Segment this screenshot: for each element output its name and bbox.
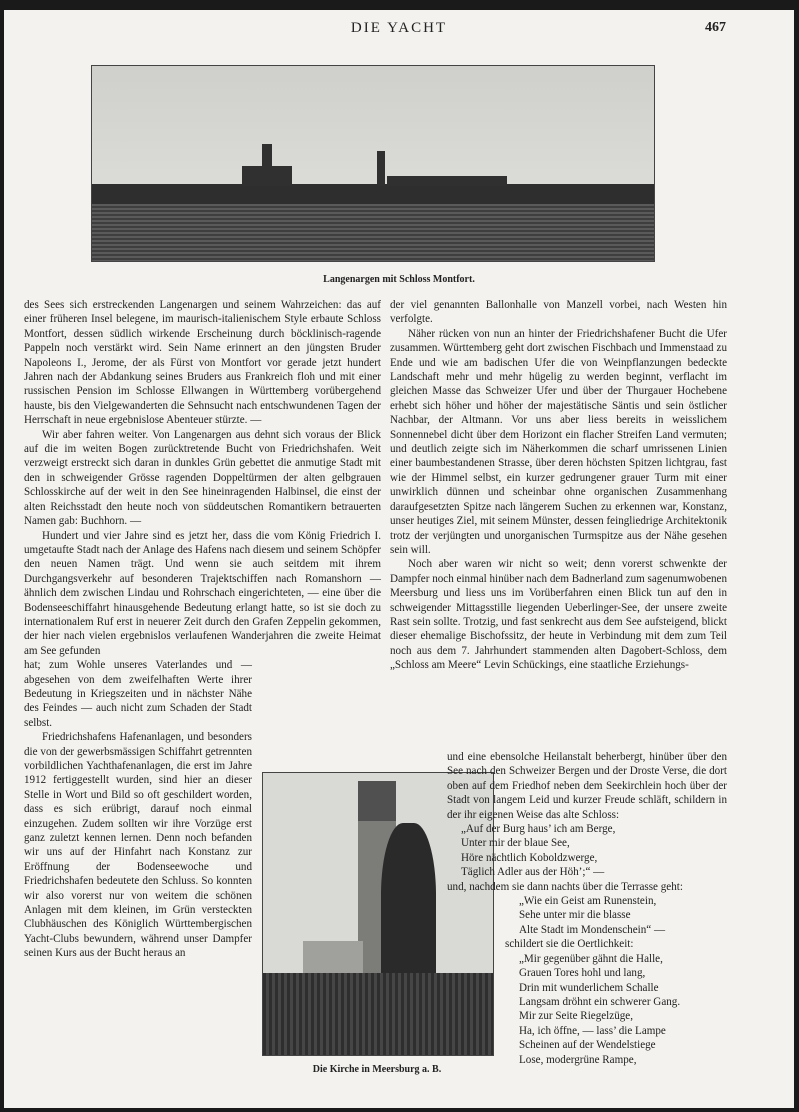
paragraph: hat; zum Wohle unseres Vaterlandes und — abgesehen von dem zweifelhaften Werte ihrer Bedeutung in Kriegszeiten und in nächster Nähe des Feindes — auch nicht zum Schaden der Stadt selbst. [24,659,252,729]
right-lower-block [447,750,727,1067]
verse-line: Lose, modergrüne Rampe, [519,1053,637,1066]
paragraph: Wir aber fahren weiter. Von Langenargen aus dehnt sich voraus der Blick auf die im weiten Bogen zurücktretende Bucht von Friedrichshafen. Weit verzweigt erstreckt sich daran in dunkles Grün gebettet die anmutige Stadt mit den in schweigender Grösse ragenden Doppeltürmen der alten gelbgrauen Schlosskirche auf der weit in den See hineinragenden Halbinsel, die einst der alten Reichsstadt den heute noch von süddeutschen Romantikern betrauerten Namen gab: Buchhorn. — [24,428,381,528]
verse-line: Unter mir der blaue See, [461,837,570,850]
running-header: DIE YACHT [350,20,448,36]
verse-1 [447,822,727,880]
page-number: 467 [705,20,726,35]
paragraph: Friedrichshafens Hafenanlagen, und besonders die von der gewerbsmässigen Schiffahrt getrennten vorbildlichen Yachthafenanlagen, die erst im Jahre 1912 fertiggestellt wurden, sind hier an dieser Stelle in Wort und Bild so oft geschildert worden, dass es sich erübrigt, darauf noch einmal einzugehen. Zudem sollten wir ihre Vorzüge erst ganz zuletzt kennen lernen. Denn noch befanden wir uns auf der Hinfahrt nach Konstanz zur Eröffnung der Bodenseewoche und Friedrichshafen bedeutete den Schluss. So konnten wir also vorerst nur von weitem die schönen Anlagen mit dem kleinen, im Grün versteckten Clubhäuschen des Königlich Württembergischen Yacht-Clubs bewundern, während unser Dampfer seinen Kurs aus der Bucht heraus an [24,731,252,960]
verse-line: Sehe unter mir die blasse [519,909,631,922]
verse-line: „Auf der Burg haus’ ich am Berge, [461,823,616,836]
verse-line: Ha, ich öffne, — lass’ die Lampe [519,1024,666,1037]
verse-line: Höre nächtlich Koboldzwerge, [461,851,598,864]
verse-2 [447,894,727,937]
verse-line: „Wie ein Geist am Runenstein, [519,895,657,908]
paragraph: Näher rücken von nun an hinter der Friedrichshafener Bucht die Ufer zusammen. Württemberg geht dort zwischen Fischbach und Immenstaad zu Ende und wie am badischen Ufer die von Weinpflanzungen bedeckte Landschaft mehr und mehr hügelig zu werden beginnt, verflacht im gleichen Masse das Schweizer Ufer und über der Thurgauer Hochebene erhebt sich höher und höher der majestätische Säntis und sein östlicher Nachbar, der Altmann. Vor uns aber liess bereits in weisslichem Sonnennebel dicht über dem Horizont ein flacher Streifen Land vermuten; und deutlich zeigte sich im Näherkommen die scharf umrissenen Linien einer baumbestandenen Strasse, über deren höchsten Spitzen lichtgrau, fast wie der Himmel selbst, ein kurzer gedrungener grauer Turm mit einer unwirklich dünnen und scheinbar ohne organischen Zusammenhang daraufgesetzten Spitze nach längerem Suchen zu erkennen war, Konstanz, unser heutiges Ziel, mit seinem Münster, dessen feingliedrige Architektonik trotz der verjüngten und unorganischen Turmspitze aus der Nähe gesehen sein will. [390,327,727,556]
paragraph: und, nachdem sie dann nachts über die Terrasse geht: [447,880,683,893]
verse-line: Grauen Tores hohl und lang, [519,967,646,980]
verse-3 [447,952,727,1067]
verse-line: Scheinen auf der Wendelstiege [519,1039,656,1052]
verse-line: Drin mit wunderlichem Schalle [519,981,659,994]
page [4,10,794,1108]
paragraph: und eine ebensolche Heilanstalt beherbergt, hinüber über den See nach den Schweizer Bergen und der Droste Verse, die dort oben auf dem Friedhof neben dem Seekirchlein hoch über der Stadt von langem Leid und kurzer Freude schläft, schildern in der ihr eigenen Weise das alte Schloss: [447,751,727,821]
paragraph: der viel genannten Ballonhalle von Manzell vorbei, nach Westen hin verfolgte. [390,299,727,326]
paragraph: Hundert und vier Jahre sind es jetzt her, dass die vom König Friedrich I. umgetaufte Stadt nach der Anlage des Hafens nach diesem und seinem Schöpfer den neuen Namen trägt. Und wenn sie auch seitdem mit ihrem Durchgangsverkehr auf besonderen Trajektschiffen nach Romanshorn — ähnlich dem zwischen Lindau und Rohrschach eingerichteten, — eine über die Bodenseeschiffahrt hinausgehende Bedeutung erlangt hatte, so ist sie doch zu internationalem Ruf erst in neuerer Zeit durch den Grafen Zeppelin gekommen, der hier nach vielen ergebnislos verlaufenen Wanderjahren die zweite Heimat am See gefunden [24,529,381,657]
left-narrow-block [24,658,252,961]
photo-caption-top: Langenargen mit Schloss Montfort. [323,274,475,285]
right-column [390,298,727,673]
paragraph: Noch aber waren wir nicht so weit; denn vorerst schwenkte der Dampfer noch einmal hinüber nach dem Badnerland zum sagenumwobenen Meersburg und liess uns im Vorüberfahren einen Blick tun auf den in schweigender Mittagsstille liegenden Ueberlinger-See, der unsere zweite Rast sein sollte. Trotzig, und fast senkrecht aus dem See aufsteigend, blickt dieser ehemalige Bischofssitz, der heute in Verbindung mit dem zum Teil noch aus dem 7. Jahrhundert stammenden alten Dagobert-Schloss, dem „Schloss am Meere“ Levin Schückings, eine staatliche Erziehungs- [390,558,728,672]
photo-langenargen [91,65,655,262]
verse-line: Alte Stadt im Mondenschein“ — [519,923,666,936]
photo-caption-church: Die Kirche in Meersburg a. B. [312,1064,442,1075]
verse-line: Langsam dröhnt ein schwerer Gang. [519,995,681,1008]
paragraph: schildert sie die Oertlichkeit: [505,938,634,951]
verse-line: „Mir gegenüber gähnt die Halle, [519,952,663,965]
paragraph: des Sees sich erstreckenden Langenargen und seinem Wahrzeichen: das auf einer früheren Insel belegene, im maurisch-italienischem Style erbaute Schloss Montfort, dessen südlich wirkende Erscheinung durch böcklinisch-ragende Pappeln noch verstärkt wird. Sein Name erinnert an den jüngsten Bruder Napoleons I., Jerome, der als Fürst von Montfort vor gerade jetzt hundert Jahren nach der Abdankung seines Bruders aus Frankreich floh und mit einer russischen Pension im Schlosse Ellwangen in Württemberg vorübergehend hauste, bis den Vielgewanderten die Sehnsucht nach entschwundenen Tagen der Herrschaft in neue ergebnislose Abenteuer stürzte. — [24,299,381,427]
verse-line: Täglich Adler aus der Höh’;“ — [461,866,605,879]
verse-line: Mir zur Seite Riegelzüge, [519,1010,633,1023]
